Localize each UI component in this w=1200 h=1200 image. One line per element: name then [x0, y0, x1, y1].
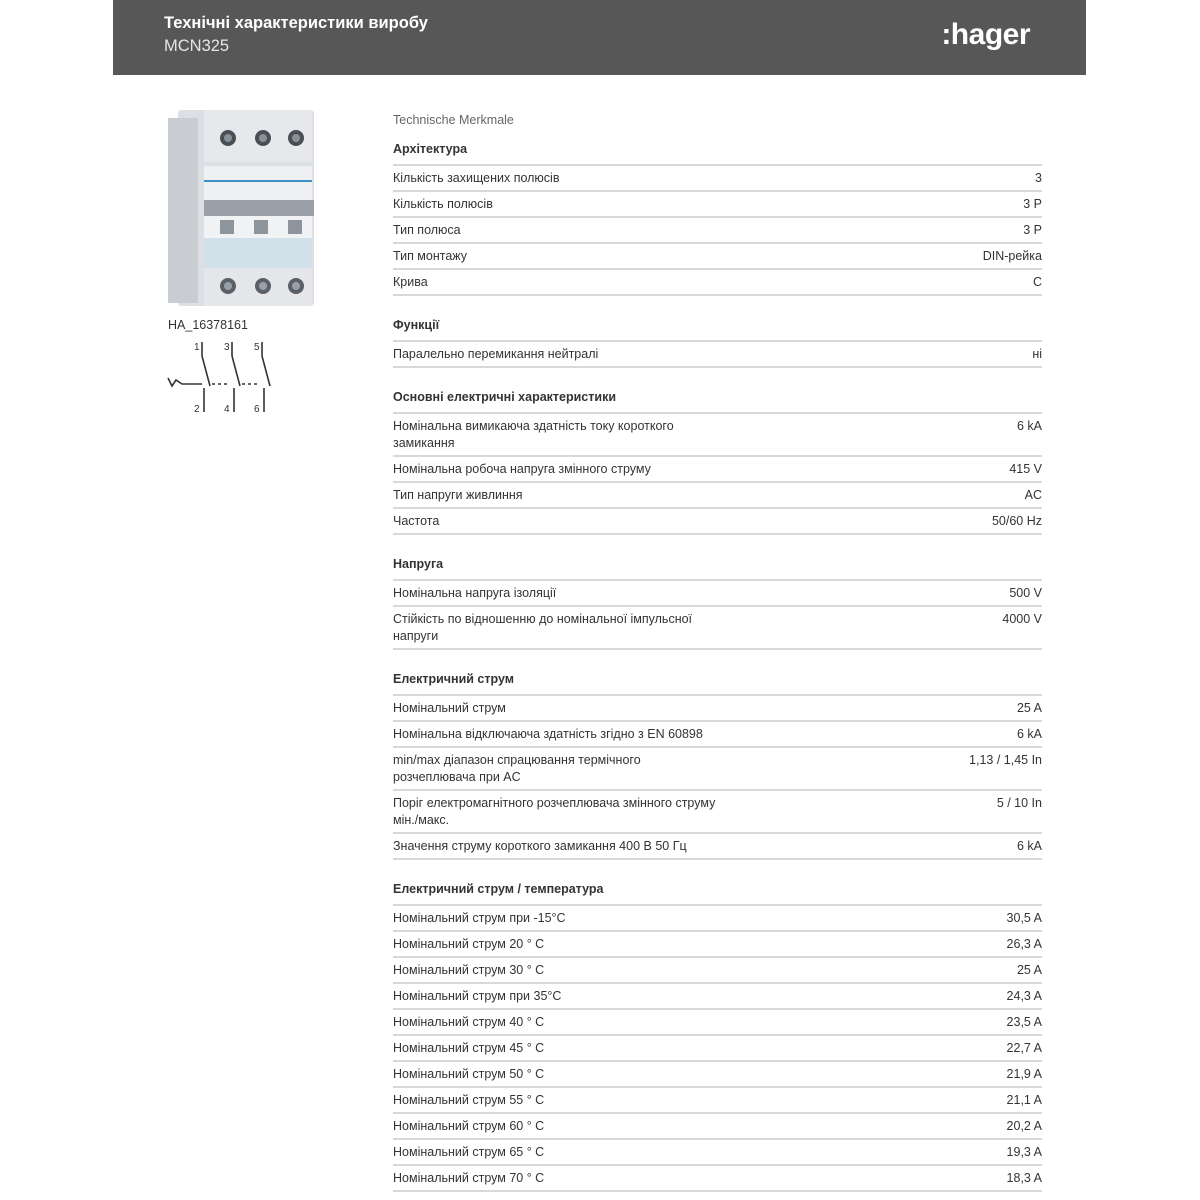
spec-value: 4000 V [1002, 612, 1042, 626]
spec-label: Номінальний струм [393, 701, 506, 715]
spec-label: Номінальний струм 40 ° C [393, 1015, 545, 1029]
spec-value: 21,9 A [1006, 1067, 1042, 1081]
spec-row [393, 342, 1042, 368]
spec-row [393, 1166, 1042, 1192]
terminal-label: 4 [224, 404, 230, 415]
spec-row [393, 696, 1042, 722]
spec-label: Номінальна напруга ізоляції [393, 586, 557, 600]
product-image [168, 108, 316, 310]
page-header [113, 0, 1086, 75]
section-title: Напруга [393, 549, 1042, 581]
section-title: Електричний струм / температура [393, 874, 1042, 906]
product-reference: HA_16378161 [168, 318, 248, 332]
spec-label: Номінальний струм 55 ° C [393, 1093, 545, 1107]
spec-label: Номінальний струм 50 ° C [393, 1067, 545, 1081]
section-title: Електричний струм [393, 664, 1042, 696]
spec-row [393, 984, 1042, 1010]
spec-row [393, 414, 1042, 457]
terminal-label: 2 [194, 404, 200, 415]
terminal-label: 3 [224, 342, 230, 353]
spec-value: 20,2 A [1006, 1119, 1042, 1133]
spec-label: Номінальна відключаюча здатність згідно з EN 60898 [393, 727, 703, 741]
spec-row [393, 509, 1042, 535]
spec-row [393, 834, 1042, 860]
spec-value: 3 P [1023, 223, 1042, 237]
spec-label: Номінальний струм 45 ° C [393, 1041, 545, 1055]
terminal-label: 6 [254, 404, 260, 415]
spec-label: min/max діапазон спрацювання термічного розчеплювача при AC [393, 753, 641, 784]
spec-section [393, 310, 1042, 368]
spec-value: 3 [1035, 171, 1042, 185]
spec-row [393, 1114, 1042, 1140]
spec-label: Номінальний струм 30 ° C [393, 963, 545, 977]
product-code: MCN325 [164, 37, 230, 55]
spec-value: C [1032, 275, 1042, 289]
spec-value: DIN-рейка [982, 249, 1042, 263]
spec-label: Номінальний струм 60 ° C [393, 1119, 545, 1133]
circuit-schematic-icon [162, 336, 272, 416]
spec-row [393, 1088, 1042, 1114]
spec-value: 415 V [1009, 462, 1042, 476]
spec-value: 6 kA [1016, 727, 1042, 741]
hager-logo: :hager [941, 18, 1030, 51]
spec-label: Номінальна робоча напруга змінного струму [393, 462, 651, 476]
spec-label: Номінальний струм при 35°C [393, 989, 562, 1003]
spec-section [393, 874, 1042, 1192]
spec-row [393, 1062, 1042, 1088]
spec-label: Тип монтажу [393, 249, 468, 263]
spec-section [393, 664, 1042, 860]
spec-value: 3 P [1023, 197, 1042, 211]
terminal-label: 1 [194, 342, 200, 353]
spec-row [393, 483, 1042, 509]
spec-label: Поріг електромагнітного розчеплювача змінного струму мін./макс. [393, 796, 716, 827]
spec-section [393, 134, 1042, 296]
spec-value: 25 A [1016, 963, 1042, 977]
spec-label: Тип полюса [393, 223, 461, 237]
spec-label: Кількість полюсів [393, 197, 493, 211]
spec-row [393, 166, 1042, 192]
spec-value: ні [1032, 347, 1042, 361]
spec-row [393, 1010, 1042, 1036]
spec-value: 6 kA [1016, 839, 1042, 853]
spec-value: 23,5 A [1006, 1015, 1042, 1029]
spec-row [393, 791, 1042, 834]
terminal-label: 5 [254, 342, 260, 353]
spec-label: Значення струму короткого замикання 400 В 50 Гц [393, 839, 687, 853]
spec-label: Частота [393, 514, 440, 528]
spec-label: Тип напруги живлиння [393, 488, 523, 502]
spec-row [393, 457, 1042, 483]
spec-label: Стійкість по відношенню до номінальної імпульсної напруги [393, 612, 693, 643]
section-title: Функції [393, 310, 1042, 342]
spec-value: 22,7 A [1006, 1041, 1042, 1055]
spec-row [393, 906, 1042, 932]
spec-row [393, 607, 1042, 650]
spec-label: Крива [393, 275, 428, 289]
spec-value: 1,13 / 1,45 In [969, 753, 1042, 767]
spec-value: 25 A [1016, 701, 1042, 715]
spec-label: Номінальний струм при -15°C [393, 911, 566, 925]
spec-label: Паралельно перемикання нейтралі [393, 347, 599, 361]
spec-value: 18,3 A [1006, 1171, 1042, 1185]
spec-value: AC [1024, 488, 1042, 502]
spec-row [393, 192, 1042, 218]
spec-label: Номінальна вимикаюча здатність току короткого замикання [393, 419, 674, 450]
spec-value: 26,3 A [1006, 937, 1042, 951]
spec-value: 50/60 Hz [991, 514, 1042, 528]
spec-row [393, 581, 1042, 607]
spec-value: 24,3 A [1006, 989, 1042, 1003]
specs-caption: Technische Merkmale [393, 113, 514, 127]
spec-label: Номінальний струм 65 ° C [393, 1145, 545, 1159]
spec-section [393, 549, 1042, 650]
spec-row [393, 958, 1042, 984]
spec-row [393, 1036, 1042, 1062]
section-title: Основні електричні характеристики [393, 382, 1042, 414]
spec-row [393, 748, 1042, 791]
section-title: Архітектура [393, 134, 1042, 166]
spec-row [393, 270, 1042, 296]
specifications-table [393, 112, 1042, 1192]
page-title: Технічні характеристики виробу [164, 14, 428, 32]
spec-value: 30,5 A [1006, 911, 1042, 925]
spec-row [393, 244, 1042, 270]
spec-value: 500 V [1009, 586, 1042, 600]
spec-value: 19,3 A [1006, 1145, 1042, 1159]
spec-section [393, 382, 1042, 535]
spec-value: 21,1 A [1006, 1093, 1042, 1107]
spec-row [393, 218, 1042, 244]
spec-row [393, 932, 1042, 958]
spec-label: Номінальний струм 20 ° C [393, 937, 545, 951]
spec-value: 6 kA [1016, 419, 1042, 433]
spec-label: Номінальний струм 70 ° C [393, 1171, 545, 1185]
spec-row [393, 1140, 1042, 1166]
spec-row [393, 722, 1042, 748]
spec-value: 5 / 10 In [996, 796, 1042, 810]
spec-label: Кількість захищених полюсів [393, 171, 560, 185]
